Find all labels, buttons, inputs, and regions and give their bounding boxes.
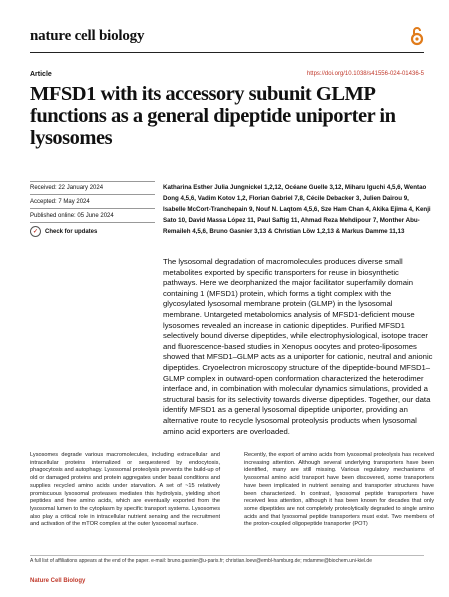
meta-rule	[30, 208, 155, 209]
open-access-icon	[410, 26, 424, 46]
abstract: The lysosomal degradation of macromolecules produces diverse small metabolites exported by specific transporters for reuse in biosynthetic pathways. Here we deorphanized the major facilitator superfamily domain containing 1 (MFSD1) protein, which forms a tight complex with the glycosylated lysosomal membrane protein (GLMP) in the lysosomal membrane. Untargeted metabolomics analysis of MFSD1-deficient mouse lysosomes revealed an increase in cationic dipeptides. Purified MFSD1 selectively bound diverse dipeptides, while electrophysiological, isotope tracer and fluorescence-based studies in Xenopus oocytes and proteo-liposomes showed that MFSD1–GLMP acts as a uniporter for cationic, neutral and anionic dipeptides. Cryoelectron microscopy structure of the dipeptide-bound MFSD1–GLMP complex in outward-open conformation characterized the heterodimer interface and, in combination with molecular dynamics simulations, provided a structural basis for its selectivity towards diverse dipeptides. Together, our data identify MFSD1 as a general lysosomal dipeptide uniporter, providing an alternative route to recycle lysosomal proteolysis products when lysosomal amino acid exporters are overloaded.	[163, 257, 433, 436]
footnote-rule	[30, 555, 424, 556]
meta-rule	[30, 194, 155, 195]
footer-journal-name: Nature Cell Biology	[30, 578, 86, 584]
accepted-date: Accepted: 7 May 2024	[30, 199, 90, 205]
check-for-updates[interactable]	[30, 226, 97, 237]
check-updates-icon: ✓	[30, 226, 41, 237]
meta-rule-top	[30, 181, 155, 182]
header-rule	[30, 52, 424, 53]
article-title: MFSD1 with its accessory subunit GLMP functions as a general dipeptide uniporter in lysosomes	[30, 83, 396, 149]
received-date: Received: 22 January 2024	[30, 185, 104, 191]
article-type: Article	[30, 71, 52, 78]
author-list: Katharina Esther Julia Jungnickel 1,2,12, Océane Guelle 3,12, Miharu Iguchi 4,5,6, Wentao Dong 4,5,6, Vadim Kotov 1,2, Florian Gabriel 7,8, Cécile Debacker 3, Julien Dairou 9, Isabelle McCort-Tranchepain 9, Nouf N. Laqtom 4,5,6, Sze Ham Chan 4, Akika Ejima 4, Kenji Sato 10, David Massa López 11, Paul Saftig 11, Ahmad Reza Mehdipour 7, Monther Abu-Remaileh 4,5,6, Bruno Gasnier 3,13 & Christian Löw 1,2,13 & Markus Damme 11,13	[163, 184, 431, 235]
meta-rule	[30, 222, 155, 223]
check-updates-label: Check for updates	[45, 228, 98, 235]
published-date: Published online: 05 June 2024	[30, 213, 114, 219]
body-column-left: Lysosomes degrade various macromolecules, including extracellular and intracellular proteins internalized or sequestered by endocytosis, phagocytosis and autophagy. Lysosomal proteolysis prevents the build-up of old or damaged proteins and protein aggregates under basal conditions and supplies recycled amino acids under starvation. A set of ~15 relatively promiscuous lysosomal proteases mediates this hydrolysis, yielding short peptides and free amino acids, which are eventually exported from the lysosomal lumen to the cytoplasm by specific transport systems. Lysosomes also play a critical role in intracellular nutrient sensing and the recruitment and activation of the mTOR complex at the outer lysosomal surface.	[30, 452, 220, 528]
affiliations-footnote: A full list of affiliations appears at the end of the paper. e-mail: bruno.gasnier@u-paris.fr; christian.loew@embl-hamburg.de; mdamme@biochem.uni-kiel.de	[30, 558, 372, 564]
doi-link[interactable]: https://doi.org/10.1038/s41556-024-01436-5	[306, 71, 424, 77]
journal-name: nature cell biology	[30, 28, 145, 44]
body-column-right: Recently, the export of amino acids from lysosomal proteolysis has received increasing attention. Although several underlying transporters have been identified, many are still missing. Various regulatory mechanisms of lysosomal amino acid transport have been discovered, some transporters have been implicated in nutrient sensing and transporter structures have been characterized. In contrast, lysosomal peptide transporters have received less attention, although it has been known for decades that only some dipeptides are not completely proteolytically degraded to single amino acids and that lysosomal peptide transporters must exist. Two members of the proton-coupled oligopeptide transporter (POT)	[244, 452, 434, 528]
